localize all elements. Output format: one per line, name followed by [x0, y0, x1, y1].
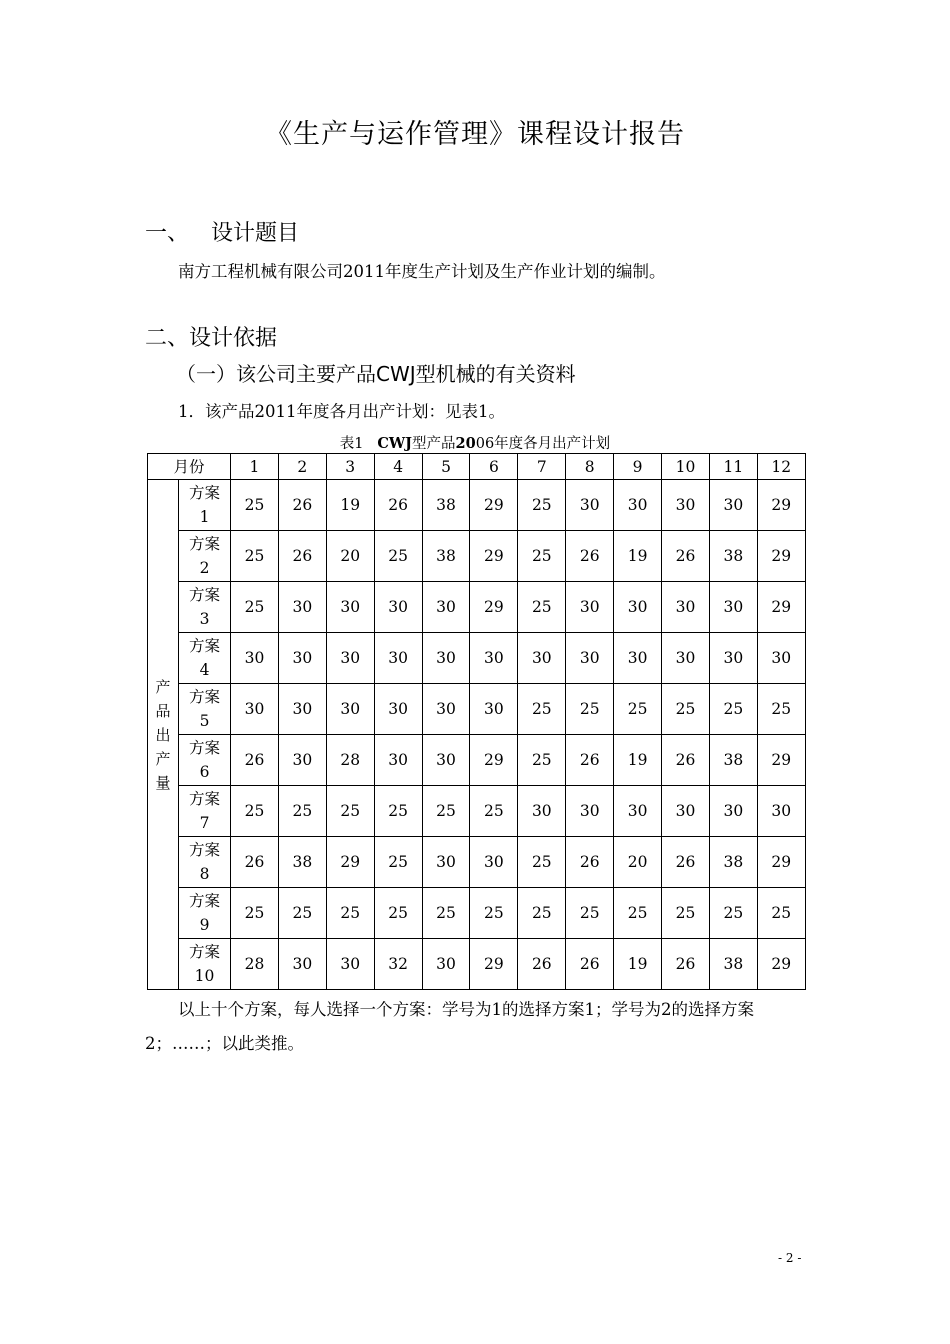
value-cell: 30	[709, 480, 757, 531]
value-cell: 29	[326, 837, 374, 888]
value-cell: 29	[470, 531, 518, 582]
value-cell: 25	[709, 684, 757, 735]
value-cell: 25	[566, 888, 614, 939]
value-cell: 25	[614, 684, 662, 735]
value-cell: 25	[518, 480, 566, 531]
value-cell: 30	[470, 633, 518, 684]
value-cell: 30	[709, 582, 757, 633]
value-cell: 30	[614, 633, 662, 684]
table-row	[148, 735, 806, 786]
caption-bold: CWJ	[377, 435, 413, 452]
value-cell: 29	[757, 582, 805, 633]
caption-prefix: 表1	[339, 436, 364, 452]
plan-number: 10	[194, 967, 215, 985]
value-cell: 30	[470, 837, 518, 888]
value-cell: 25	[757, 684, 805, 735]
plan-word: 方案	[189, 892, 221, 910]
plan-word: 方案	[189, 535, 221, 553]
value-cell: 25	[470, 786, 518, 837]
value-cell: 25	[662, 888, 710, 939]
section-number: 一、	[145, 221, 190, 246]
value-cell: 29	[757, 531, 805, 582]
value-cell: 30	[709, 786, 757, 837]
value-cell: 30	[278, 684, 326, 735]
plan-number: 8	[199, 865, 210, 883]
table-row	[148, 480, 806, 531]
value-cell: 30	[278, 939, 326, 990]
value-cell: 19	[614, 735, 662, 786]
value-cell: 30	[326, 939, 374, 990]
section-heading-2: 二、设计依据	[145, 326, 278, 351]
value-cell: 28	[326, 735, 374, 786]
plan-number: 9	[199, 916, 210, 934]
document-title: 《生产与运作管理》课程设计报告	[265, 119, 685, 150]
value-cell: 30	[662, 582, 710, 633]
value-cell: 30	[757, 633, 805, 684]
value-cell: 25	[231, 531, 279, 582]
plan-word: 方案	[189, 739, 221, 757]
plan-label-cell	[179, 939, 231, 990]
month-header: 10	[662, 454, 710, 480]
plan-label-cell	[179, 633, 231, 684]
value-cell: 38	[422, 531, 470, 582]
table-caption	[0, 432, 950, 453]
value-cell: 25	[422, 786, 470, 837]
value-cell: 29	[470, 735, 518, 786]
value-cell: 30	[614, 480, 662, 531]
side-label-char: 产	[155, 677, 171, 696]
value-cell: 30	[662, 633, 710, 684]
value-cell: 25	[518, 582, 566, 633]
plan-number: 7	[199, 814, 210, 832]
value-cell: 25	[326, 888, 374, 939]
plan-word: 方案	[189, 943, 221, 961]
value-cell: 26	[566, 939, 614, 990]
side-label-char: 品	[155, 701, 171, 720]
value-cell: 30	[374, 582, 422, 633]
value-cell: 25	[231, 786, 279, 837]
value-cell: 38	[709, 735, 757, 786]
value-cell: 25	[709, 888, 757, 939]
side-label-char: 量	[155, 773, 171, 792]
value-cell: 30	[662, 480, 710, 531]
value-cell: 26	[662, 531, 710, 582]
plan-label-cell	[179, 531, 231, 582]
value-cell: 38	[709, 837, 757, 888]
plan-word: 方案	[189, 841, 221, 859]
value-cell: 25	[374, 888, 422, 939]
value-cell: 30	[326, 582, 374, 633]
value-cell: 26	[231, 837, 279, 888]
plan-label-cell	[179, 480, 231, 531]
value-cell: 29	[470, 939, 518, 990]
value-cell: 25	[374, 531, 422, 582]
value-cell: 30	[566, 582, 614, 633]
value-cell: 30	[422, 939, 470, 990]
value-cell: 26	[566, 735, 614, 786]
value-cell: 26	[278, 531, 326, 582]
value-cell: 25	[518, 888, 566, 939]
plan-word: 方案	[189, 484, 221, 502]
plan-word: 方案	[189, 790, 221, 808]
value-cell: 26	[374, 480, 422, 531]
plan-word: 方案	[189, 586, 221, 604]
value-cell: 25	[566, 684, 614, 735]
value-cell: 26	[278, 480, 326, 531]
month-header: 9	[614, 454, 662, 480]
value-cell: 25	[422, 888, 470, 939]
value-cell: 38	[709, 531, 757, 582]
value-cell: 29	[757, 939, 805, 990]
value-cell: 25	[374, 786, 422, 837]
item-paragraph: 1．该产品2011年度各月出产计划：见表1。	[178, 402, 505, 421]
value-cell: 26	[231, 735, 279, 786]
value-cell: 30	[422, 582, 470, 633]
value-cell: 26	[566, 531, 614, 582]
plan-word: 方案	[189, 688, 221, 706]
plan-number: 4	[199, 661, 210, 679]
table-row	[148, 837, 806, 888]
value-cell: 20	[326, 531, 374, 582]
table-row	[148, 684, 806, 735]
value-cell: 30	[374, 735, 422, 786]
plan-label-cell	[179, 684, 231, 735]
month-header-cell: 月份	[148, 454, 231, 480]
value-cell: 30	[757, 786, 805, 837]
month-header: 5	[422, 454, 470, 480]
value-cell: 19	[614, 939, 662, 990]
month-header: 6	[470, 454, 518, 480]
table-row	[148, 633, 806, 684]
section-heading-1	[145, 216, 299, 247]
value-cell: 30	[231, 633, 279, 684]
value-cell: 29	[470, 582, 518, 633]
value-cell: 25	[278, 888, 326, 939]
value-cell: 30	[422, 684, 470, 735]
footer-paragraph: 以上十个方案，每人选择一个方案：学号为1的选择方案1；学号为2的选择方案2；……；以此类推。	[145, 1000, 754, 1053]
value-cell: 30	[566, 633, 614, 684]
plan-number: 6	[199, 763, 210, 781]
value-cell: 26	[662, 735, 710, 786]
subsection-heading: （一）该公司主要产品CWJ型机械的有关资料	[176, 362, 576, 386]
section-title: 设计题目	[211, 221, 300, 246]
plan-label-cell	[179, 888, 231, 939]
plan-label-cell	[179, 735, 231, 786]
value-cell: 29	[757, 735, 805, 786]
value-cell: 30	[278, 735, 326, 786]
value-cell: 25	[518, 735, 566, 786]
value-cell: 26	[662, 939, 710, 990]
value-cell: 30	[709, 633, 757, 684]
month-header: 12	[757, 454, 805, 480]
month-header: 2	[278, 454, 326, 480]
table-header-row	[148, 454, 806, 480]
value-cell: 30	[518, 633, 566, 684]
plan-number: 2	[199, 559, 210, 577]
value-cell: 25	[278, 786, 326, 837]
value-cell: 25	[231, 888, 279, 939]
table-row	[148, 939, 806, 990]
month-header: 8	[566, 454, 614, 480]
value-cell: 29	[757, 480, 805, 531]
value-cell: 26	[518, 939, 566, 990]
table-row	[148, 582, 806, 633]
value-cell: 25	[374, 837, 422, 888]
section1-paragraph: 南方工程机械有限公司2011年度生产计划及生产作业计划的编制。	[178, 262, 666, 281]
value-cell: 26	[662, 837, 710, 888]
value-cell: 30	[374, 684, 422, 735]
value-cell: 30	[422, 837, 470, 888]
value-cell: 25	[518, 531, 566, 582]
value-cell: 30	[470, 684, 518, 735]
value-cell: 30	[566, 480, 614, 531]
value-cell: 25	[231, 582, 279, 633]
value-cell: 30	[326, 633, 374, 684]
page-number: - 2 -	[778, 1251, 802, 1265]
value-cell: 38	[278, 837, 326, 888]
caption-text: 型产品	[412, 436, 456, 452]
side-label-char: 产	[155, 749, 171, 768]
plan-word: 方案	[189, 637, 221, 655]
value-cell: 30	[614, 786, 662, 837]
value-cell: 29	[757, 837, 805, 888]
value-cell: 30	[662, 786, 710, 837]
value-cell: 25	[518, 684, 566, 735]
side-label-cell	[148, 480, 179, 990]
table-row	[148, 888, 806, 939]
value-cell: 30	[278, 582, 326, 633]
table-row	[148, 786, 806, 837]
value-cell: 25	[614, 888, 662, 939]
value-cell: 25	[662, 684, 710, 735]
value-cell: 29	[470, 480, 518, 531]
month-header: 7	[518, 454, 566, 480]
side-label-char: 出	[155, 725, 171, 744]
plan-number: 1	[199, 508, 210, 526]
value-cell: 25	[326, 786, 374, 837]
month-header: 3	[326, 454, 374, 480]
caption-year-bold: 20	[455, 435, 476, 452]
value-cell: 26	[566, 837, 614, 888]
value-cell: 30	[326, 684, 374, 735]
value-cell: 30	[422, 735, 470, 786]
plan-number: 5	[199, 712, 210, 730]
value-cell: 25	[231, 480, 279, 531]
value-cell: 19	[614, 531, 662, 582]
month-header: 4	[374, 454, 422, 480]
value-cell: 28	[231, 939, 279, 990]
caption-year-rest: 06年度各月出产计划	[475, 436, 611, 452]
value-cell: 30	[278, 633, 326, 684]
table-row	[148, 531, 806, 582]
value-cell: 25	[518, 837, 566, 888]
value-cell: 38	[709, 939, 757, 990]
production-plan-table	[147, 453, 806, 990]
value-cell: 19	[326, 480, 374, 531]
plan-label-cell	[179, 582, 231, 633]
value-cell: 30	[614, 582, 662, 633]
value-cell: 25	[757, 888, 805, 939]
value-cell: 32	[374, 939, 422, 990]
value-cell: 20	[614, 837, 662, 888]
value-cell: 25	[470, 888, 518, 939]
plan-label-cell	[179, 837, 231, 888]
value-cell: 38	[422, 480, 470, 531]
plan-number: 3	[199, 610, 210, 628]
value-cell: 30	[374, 633, 422, 684]
value-cell: 30	[422, 633, 470, 684]
plan-label-cell	[179, 786, 231, 837]
value-cell: 30	[566, 786, 614, 837]
value-cell: 30	[231, 684, 279, 735]
month-header: 1	[231, 454, 279, 480]
value-cell: 30	[518, 786, 566, 837]
month-header: 11	[709, 454, 757, 480]
